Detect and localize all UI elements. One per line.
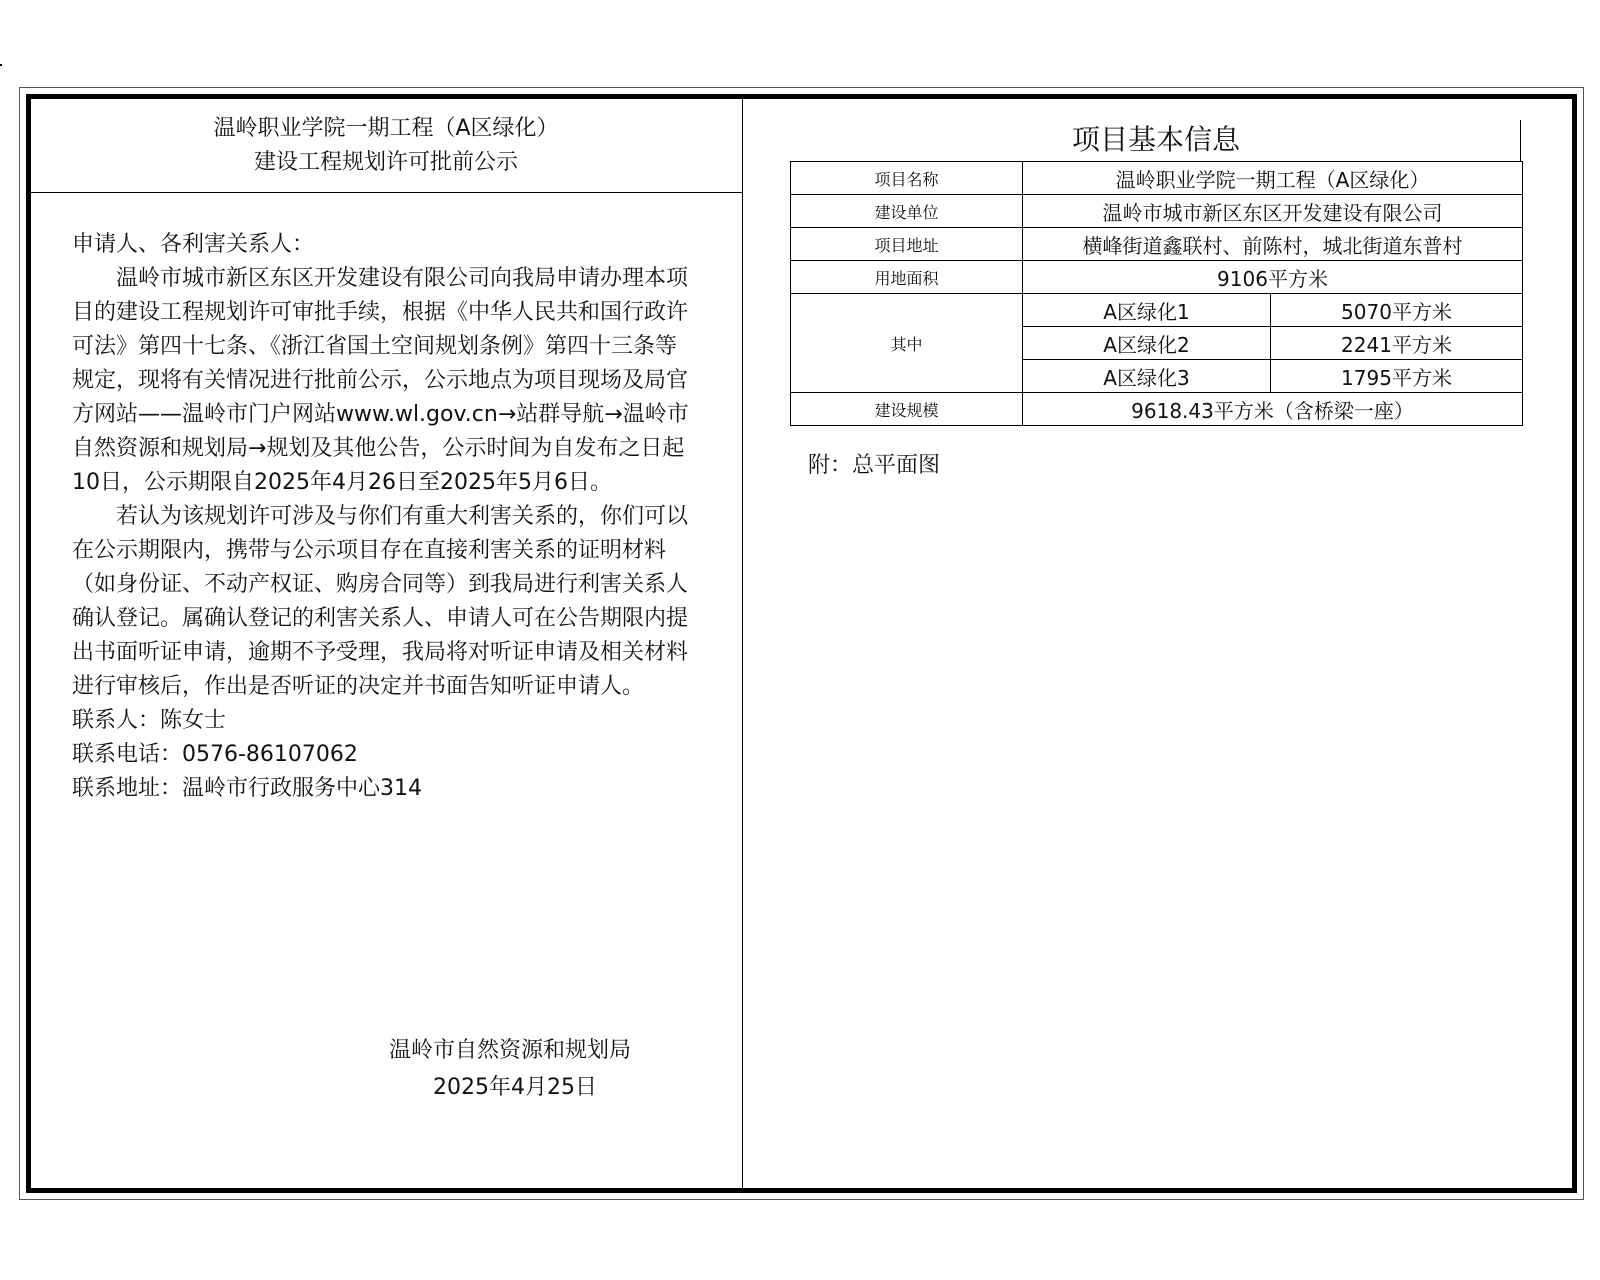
notice-title-line2: 建设工程规划许可批前公示 (253, 150, 518, 175)
issue-date: 2025年4月25日 (433, 1075, 597, 1100)
notice-title-line1: 温岭职业学院一期工程（A区绿化） (213, 116, 559, 141)
attachment-note: 附：总平面图 (808, 453, 941, 478)
table-row (791, 195, 1523, 228)
construction-unit-value: 温岭市城市新区东区开发建设有限公司 (1023, 195, 1523, 228)
zone-name: A区绿化3 (1023, 360, 1271, 393)
zone-area: 2241平方米 (1271, 327, 1523, 360)
salutation: 申请人、各利害关系人： (72, 232, 315, 257)
project-name-value: 温岭职业学院一期工程（A区绿化） (1023, 162, 1523, 195)
land-area-label: 用地面积 (791, 261, 1023, 294)
construction-scale-label: 建设规模 (791, 393, 1023, 426)
contact-person: 联系人：陈女士 (72, 708, 227, 733)
center-divider (742, 99, 743, 1188)
breakdown-label: 其中 (791, 294, 1023, 393)
notice-paragraph-1: 温岭市城市新区东区开发建设有限公司向我局申请办理本项目的建设工程规划许可审批手续，根据《中华人民共和国行政许可法》第四十七条、《浙江省国土空间规划条例》第四十三条等规定，现将有关情况进行批前公示，公示地点为项目现场及局官方网站——温岭市门户网站www.wl.gov.cn→站群导航→温岭市自然资源和规划局→规划及其他公告，公示时间为自发布之日起10日，公示期限自2025年4月26日至2025年5月6日。 (72, 266, 689, 495)
construction-unit-label: 建设单位 (791, 195, 1023, 228)
zone-name: A区绿化2 (1023, 327, 1271, 360)
issuer-name: 温岭市自然资源和规划局 (388, 1038, 631, 1063)
project-name-label: 项目名称 (791, 162, 1023, 195)
project-address-value: 横峰街道鑫联村、前陈村，城北街道东普村 (1023, 228, 1523, 261)
contact-address: 联系地址：温岭市行政服务中心314 (72, 776, 422, 801)
title-side-rule (1520, 120, 1521, 162)
table-row (791, 162, 1523, 195)
notice-body (72, 228, 692, 806)
land-area-value: 9106平方米 (1023, 261, 1523, 294)
zone-area: 5070平方米 (1271, 294, 1523, 327)
title-divider (31, 192, 742, 193)
project-info-title: 项目基本信息 (1071, 123, 1240, 156)
table-row (791, 228, 1523, 261)
project-info-table (790, 161, 1523, 426)
notice-paragraph-2: 若认为该规划许可涉及与你们有重大利害关系的，你们可以在公示期限内，携带与公示项目存在直接利害关系的证明材料（如身份证、不动产权证、购房合同等）到我局进行利害关系人确认登记。属确认登记的利害关系人、申请人可在公告期限内提出书面听证申请，逾期不予受理，我局将对听证申请及相关材料进行审核后，作出是否听证的决定并书面告知听证申请人。 (72, 504, 689, 699)
project-address-label: 项目地址 (791, 228, 1023, 261)
zone-area: 1795平方米 (1271, 360, 1523, 393)
corner-mark (0, 64, 2, 66)
zone-name: A区绿化1 (1023, 294, 1271, 327)
table-row (791, 393, 1523, 426)
construction-scale-value: 9618.43平方米（含桥梁一座） (1023, 393, 1523, 426)
contact-phone: 联系电话：0576-86107062 (72, 742, 358, 767)
table-row (791, 261, 1523, 294)
notice-title (31, 112, 741, 180)
table-row (791, 294, 1523, 327)
